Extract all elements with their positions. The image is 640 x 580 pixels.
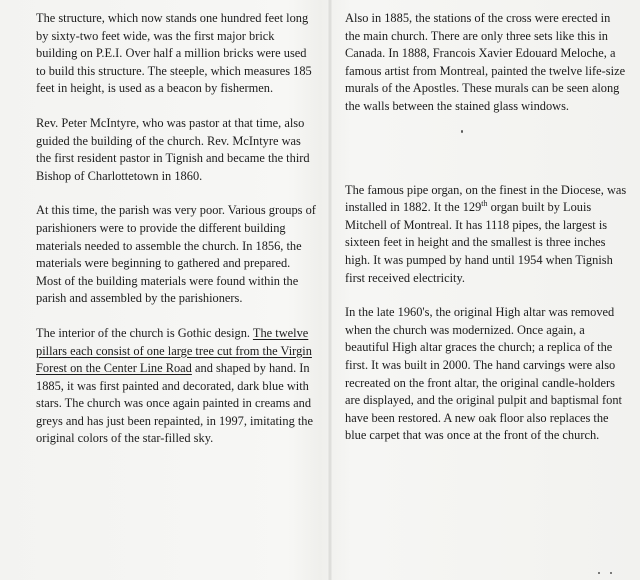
organ-text-start: The famous pipe organ, on the finest in the Diocese, was installed in 1882. It the 129 <box>345 182 627 215</box>
interior-text-end: and shaped by hand. In 1885, it was first painted and decorated, dark blue with stars. The church was once again painted in creams and greys and has just been repainted, in 1997, imitating the original colors of the star-filled sky. <box>36 361 314 446</box>
paragraph-structure: The structure, which now stands one hundred feet long by sixty-two feet wide, was the first major brick building on P.E.I. Over half a million bricks were used to build this structure. The steeple, which measures 185 feet in height, is used as a beacon by fishermen. <box>36 11 312 96</box>
scan-speck <box>461 130 463 133</box>
paragraph-rev-mcintyre: Rev. Peter McIntyre, who was pastor at that time, also guided the building of the church. Rev. McIntyre was the first resident pastor in Tignish and became the third Bishop of Charlottetown in 1860. <box>36 115 310 183</box>
paragraph-stations-of-cross: Also in 1885, the stations of the cross were erected in the main church. There are only three sets like this in Canada. In 1888, Francois Xavier Edouard Meloche, a famous artist from Montreal, painted the twelve life-size murals of the Apostles. These murals can be seen along the walls between the stained glass windows. <box>345 11 626 113</box>
paragraph-interior <box>36 325 316 448</box>
underlined-pillars-text: The twelve pillars each consist of one large tree cut from the Virgin Forest on the Center Line Road <box>36 325 312 376</box>
paragraph-high-altar: In the late 1960's, the original High altar was removed when the church was modernized. Once again, a beautiful High altar graces the church; a replica of the first. It was built in 2000. The hand carvings were also recreated on the front altar, the original candle-holders are displayed, and the original pulpit and baptismal font have been restored. A new oak floor also replaces the blue carpet that was once at the front of the church. <box>345 305 622 443</box>
scan-speck <box>598 572 600 574</box>
organ-text-end: organ built by Louis Mitchell of Montreal. It has 1118 pipes, the largest is sixteen feet in height and the smallest is three inches high. It was pumped by hand until 1954 when Tignish first received electricity. <box>345 200 613 285</box>
scan-speck <box>610 572 612 574</box>
paragraph-pipe-organ <box>345 182 627 288</box>
right-column <box>345 10 627 445</box>
ordinal-suffix: th <box>481 199 488 209</box>
interior-text-start: The interior of the church is Gothic design. <box>36 325 251 340</box>
page-fold <box>328 0 332 580</box>
left-column <box>36 10 316 448</box>
paragraph-parish-poor: At this time, the parish was very poor. Various groups of parishioners were to provide the different building materials needed to assemble the church. In 1856, the materials were beginning to gathered and prepared. Most of the building materials were found within the parish and assembled by the parishioners. <box>36 203 316 306</box>
